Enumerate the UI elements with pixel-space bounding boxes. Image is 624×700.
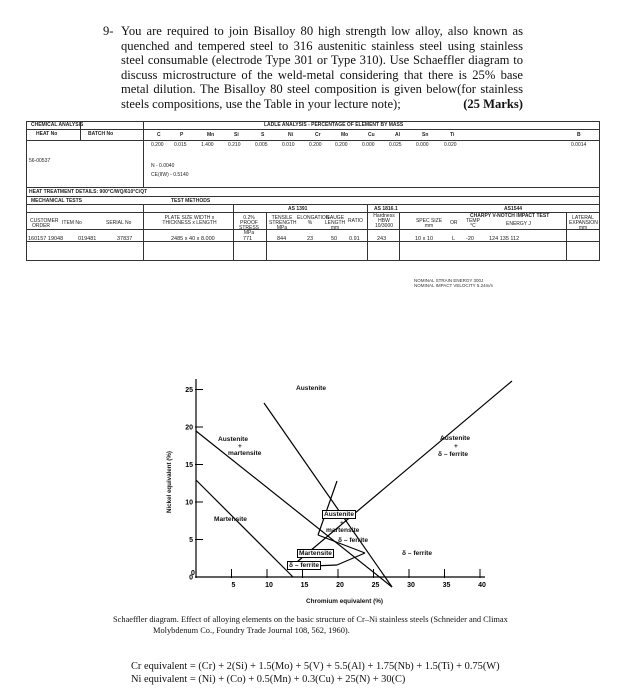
cr-equivalent-equation: Cr equivalent = (Cr) + 2(Si) + 1.5(Mo) + 5(V) + 5.5(Al) + 1.75(Nb) + 1.5(Ti) + 0.75(W): [131, 661, 500, 672]
ladle-analysis-title: LADLE ANALYSIS - PERCENTAGE OF ELEMENT BY MASS: [264, 122, 404, 128]
element-p: P: [180, 132, 184, 138]
region-m-d-line1: Martensite: [299, 550, 332, 557]
row-temp: -20: [466, 236, 474, 242]
value-si: 0.210: [228, 142, 241, 148]
element-ti: Ti: [450, 132, 455, 138]
row-order: 160157 19048: [28, 236, 64, 242]
element-sn: Sn: [422, 132, 429, 138]
carbon-equivalent-line: CE(IIW) - 0.5140: [151, 172, 189, 178]
question-text: [121, 24, 523, 112]
serial-no-header: SERIAL No: [106, 220, 132, 226]
value-mn: 1.400: [201, 142, 214, 148]
region-amd-line4: δ – ferrite: [338, 537, 369, 544]
row-hardness: 243: [377, 236, 387, 242]
caption-line1: Schaeffler diagram. Effect of alloying elements on the basic structure of Cr–Ni stainless steels (Schneider and Climax: [113, 615, 508, 624]
row-tensile: 844: [277, 236, 287, 242]
element-al: Al: [395, 132, 400, 138]
element-b: B: [577, 132, 581, 138]
row-size: 2485 x 40 x 8.000: [171, 236, 215, 242]
row-or: L: [452, 236, 456, 242]
region-m-d-line2: δ – ferrite: [289, 562, 320, 569]
caption-line2: Molybdenum Co., Foundry Trade Journal 108, 562, 1960).: [153, 626, 350, 635]
energy-header: ENERGY J: [506, 221, 531, 227]
as1391-label: AS 1391: [288, 206, 308, 212]
region-amd-line1: Austenite: [324, 511, 355, 518]
value-s: 0.005: [255, 142, 268, 148]
x-tick-label-10: 10: [265, 582, 273, 589]
region-a-m-line1: Austenite: [218, 436, 249, 443]
temp-header: TEMP °C: [466, 218, 480, 229]
test-methods-label: TEST METHODS: [171, 198, 211, 204]
ratio-header: RATIO: [348, 218, 363, 224]
value-p: 0.015: [174, 142, 187, 148]
value-al: 0.025: [389, 142, 402, 148]
region-amd-line2: +: [340, 520, 344, 527]
value-cr: 0.200: [309, 142, 322, 148]
x-tick-label-35: 35: [442, 582, 451, 589]
region-a-d-line1: Austenite: [440, 435, 471, 442]
region-delta-ferrite: δ – ferrite: [402, 550, 433, 557]
x-tick-label-20: 20: [336, 582, 344, 589]
y-tick-label-15: 15: [185, 462, 193, 469]
as1544-label: AS1544: [504, 206, 523, 212]
region-a-d-line3: δ – ferrite: [438, 451, 469, 458]
region-martensite: Martensite: [214, 516, 247, 523]
element-si: Si: [234, 132, 239, 138]
value-sn: 0.000: [416, 142, 429, 148]
y-tick-label-20: 20: [185, 424, 193, 432]
x-axis-label: Chromium equivalent (%): [306, 598, 384, 605]
gauge-length-header: GAUGE LENGTH mm: [324, 215, 346, 231]
mill-certificate-table: [26, 117, 600, 260]
y-tick-label-10: 10: [185, 499, 193, 507]
row-gauge: 50: [331, 236, 338, 242]
question-number: 9-: [103, 24, 114, 38]
customer-order-header: CUSTOMER ORDER: [30, 218, 59, 229]
row-item: 019481: [78, 236, 97, 242]
row-ratio: 0.91: [349, 236, 360, 242]
heat-treatment-details: HEAT TREATMENT DETAILS: 900°C/WQ/610°C/QT: [29, 189, 148, 195]
chem-analysis-title: CHEMICAL ANALYSIS: [31, 122, 84, 128]
y-tick-label-5: 5: [189, 537, 193, 544]
elongation-header: ELONGATION %: [297, 215, 330, 226]
region-a-m-line3: martensite: [228, 450, 262, 457]
value-ti: 0.020: [444, 142, 457, 148]
element-s: S: [261, 132, 265, 138]
spec-size-header: SPEC SIZE mm: [415, 218, 443, 229]
heat-value: 56-00537: [29, 158, 51, 164]
region-a-d-line2: +: [454, 443, 458, 450]
value-ni: 0.010: [282, 142, 295, 148]
tensile-header: TENSILE STRENGTH MPa: [269, 215, 297, 231]
question-body: You are required to join Bisalloy 80 high strength low alloy, also known as quenched and tempered steel to 316 austenitic stainless steel using stainless steel consumable (electrode Type 301 or Type 310). Use Schaeffler diagram to discuss microstructure of the weld-metal considering that there is 25% base metal dilution. The Bisalloy 80 steel composition is given below(for stainless steels compositions, use the Table in your lecture note);: [121, 24, 523, 111]
figure-caption: [113, 614, 533, 636]
heat-no-header: HEAT No: [36, 131, 58, 137]
element-mo: Mo: [341, 132, 349, 138]
element-cr: Cr: [315, 132, 321, 138]
y-tick-label-25: 25: [185, 387, 193, 394]
question-marks: (25 Marks): [463, 96, 523, 111]
hardness-header: Hardness HBW 10/3000: [373, 213, 395, 229]
element-c: C: [157, 132, 161, 138]
row-energy: 124 135 112: [489, 236, 520, 242]
row-spec: 10 x 10: [415, 236, 434, 242]
x-tick-label-5: 5: [231, 582, 236, 589]
impact-note: NOMINAL STRAIN ENERGY 300J NOMINAL IMPACT VELOCITY 5.24m/s: [414, 278, 493, 288]
batch-no-header: BATCH No: [88, 131, 114, 137]
row-proof: 771: [243, 236, 253, 242]
x-tick-label-40: 40: [478, 582, 486, 589]
value-c: 0.200: [151, 142, 164, 148]
item-no-header: ITEM No: [62, 220, 82, 226]
schaeffler-diagram: [158, 365, 540, 620]
row-serial: 37837: [117, 236, 133, 242]
x-tick-label-30: 30: [407, 582, 415, 589]
y-tick-label-0: 0: [189, 574, 193, 582]
equivalents: [131, 660, 500, 686]
region-amd-line3: martensite: [326, 527, 360, 534]
x-tick-label-15: 15: [300, 582, 309, 589]
region-austenite: Austenite: [296, 385, 327, 392]
y-axis-label: Nickel equivalent (%): [166, 451, 173, 513]
region-a-m-line2: +: [238, 443, 242, 450]
element-ni: Ni: [288, 132, 293, 138]
lateral-expansion-header: LATERAL EXPANSION mm: [569, 215, 598, 231]
ni-equivalent-equation: Ni equivalent = (Ni) + (Co) + 0.5(Mn) + 0.3(Cu) + 25(N) + 30(C): [131, 674, 406, 685]
x-tick-label-25: 25: [371, 582, 380, 589]
proof-stress-header: 0.2% PROOF STRESS MPa: [238, 215, 259, 236]
mech-tests-title: MECHANICAL TESTS: [31, 198, 83, 204]
as1816-label: AS 1816.1: [374, 206, 398, 212]
element-mn: Mn: [207, 132, 215, 138]
element-cu: Cu: [368, 132, 375, 138]
value-b: 0.0014: [571, 142, 587, 148]
value-mo: 0.200: [335, 142, 348, 148]
value-cu: 0.000: [362, 142, 375, 148]
or-header: OR: [450, 220, 458, 226]
charpy-label: CHARPY V-NOTCH IMPACT TEST: [470, 213, 550, 219]
row-elongation: 23: [307, 236, 314, 242]
plate-size-header: PLATE SIZE WIDTH x THICKNESS x LENGTH: [162, 215, 217, 226]
x-tick-label-0: 0: [191, 570, 195, 577]
nitrogen-line: N - 0.0040: [151, 163, 175, 169]
